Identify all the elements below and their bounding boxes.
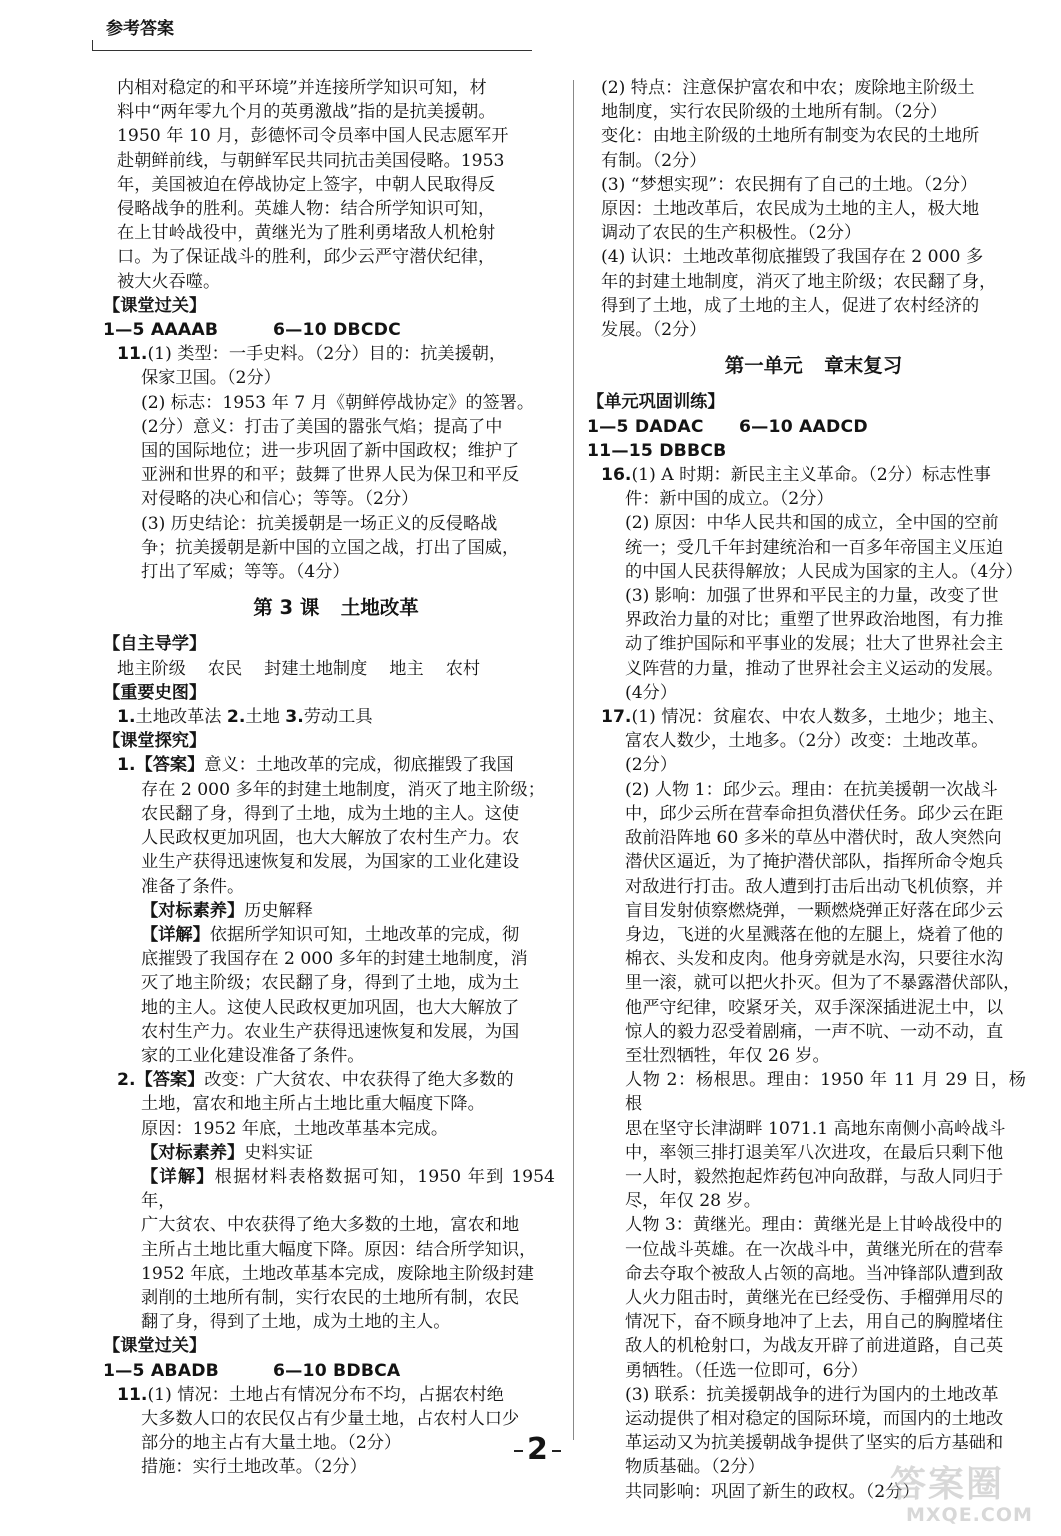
text-line: 依据所学知识可知，土地改革的完成，彻 <box>209 924 520 945</box>
text-line: 国的国际地位；进一步巩固了新中国政权；维护了 <box>141 441 520 462</box>
text-line: 主所占土地比重大幅度下降。原因：结合所学知识， <box>141 1239 537 1260</box>
text-line: 广大贫农、中农获得了绝大多数的土地，富农和地 <box>141 1215 520 1236</box>
text-line: 保家卫国。（2分） <box>141 368 281 389</box>
answer-key: 6—10 DBCDC <box>273 320 401 341</box>
item-number: 1. <box>117 707 136 728</box>
unit-name: 章末复习 <box>824 354 903 378</box>
term: 地主阶级 <box>117 658 186 679</box>
text-line: (1) 情况：土地占有情况分布不均，占据农村绝 <box>147 1384 504 1405</box>
item-number: 2. <box>226 707 246 728</box>
text-line: 家的工业化建设准备了条件。 <box>141 1045 365 1066</box>
term: 地主 <box>389 658 424 679</box>
header-title: 参考答案 <box>106 19 174 39</box>
text-line: (2分） <box>625 755 678 776</box>
text-line: 有制。（2分） <box>601 150 707 171</box>
question-11b <box>117 1383 555 1480</box>
competency: 史料实证 <box>244 1142 313 1163</box>
text-line: (1) 情况：贫雇农、中农人数多，土地少；地主、 <box>631 707 1006 728</box>
answer-tag: 【答案】 <box>135 1070 205 1091</box>
unit-title <box>601 354 1026 378</box>
question-17 <box>601 705 1026 1504</box>
page-number: 2 <box>510 1432 565 1467</box>
question-1 <box>117 753 555 1068</box>
section-tag-ketang-guoguan: 【课堂过关】 <box>103 295 207 316</box>
text-line: 侵略战争的胜利。英雄人物：结合所学知识可知， <box>117 199 496 220</box>
text-line: 动了维护国际和平事业的发展；壮大了世界社会主 <box>625 634 1004 655</box>
text-line: 尽，年仅 28 岁。 <box>625 1191 761 1212</box>
text-line: 被大火吞噬。 <box>117 271 221 292</box>
text-line: 年，美国被迫在停战协定上签字，中朝人民取得反 <box>117 174 496 195</box>
left-column <box>103 76 555 1480</box>
text-line: 1952 年底，土地改革基本完成，废除地主阶级封建 <box>141 1263 534 1284</box>
text-line: 富农人数少，土地多。（2分）改变：土地改革。 <box>625 731 989 752</box>
question-number: 2. <box>117 1070 136 1091</box>
question-number: 17. <box>601 707 632 728</box>
right-column <box>587 76 1026 1504</box>
text-line: (2) 人物 1：邱少云。理由：在抗美援朝一次战斗 <box>625 779 998 800</box>
header-rule <box>92 50 532 51</box>
unit-number: 第一单元 <box>724 354 803 378</box>
watermark-url: MXQE.COM <box>906 1504 1033 1526</box>
text-line: 里一滚，就可以把火扑灭。但为了不暴露潜伏部队， <box>625 973 1021 994</box>
text-line: 身边，飞迸的火星溅落在他的左腿上，烧着了他的 <box>625 924 1004 945</box>
text-line: 存在 2 000 多年的封建土地制度，消灭了地主阶级； <box>141 779 545 800</box>
text-line: 中，邱少云所在营奉命担负潜伏任务。邱少云在距 <box>625 803 1004 824</box>
question-number: 11. <box>117 344 148 365</box>
text-line: 他严守纪律，咬紧牙关，双手深深插进泥土中，以 <box>625 997 1004 1018</box>
text-line: 发展。（2分） <box>601 320 707 341</box>
text-line: 改变：广大贫农、中农获得了绝大多数的 <box>204 1070 514 1091</box>
question-2 <box>117 1068 555 1334</box>
text-line: 命去夺取个被敌人占领的高地。当冲锋部队遭到敌 <box>625 1263 1004 1284</box>
text-line: 统一；受几千年封建统治和一百多年帝国主义压迫 <box>625 537 1004 558</box>
map-answer: 劳动工具 <box>303 707 373 728</box>
answer-key-row <box>103 318 555 342</box>
text-line: (1) 类型：一手史料。（2分）目的：抗美援朝， <box>147 344 507 365</box>
answer-key: 6—10 AADCD <box>739 416 868 437</box>
competency-tag: 【对标素养】 <box>141 1142 245 1163</box>
text-line: 原因：土地改革后，农民成为土地的主人，极大地 <box>601 199 980 220</box>
text-line: 调动了农民的生产积极性。（2分） <box>601 223 862 244</box>
map-answer: 土地改革法 <box>135 707 222 728</box>
text-line: 灭了地主阶级；农民翻了身，得到了土地，成为土 <box>141 973 520 994</box>
item-number: 3. <box>285 707 304 728</box>
text-line: 部分的地主占有大量土地。（2分） <box>141 1433 402 1454</box>
watermark-text: 答案圈 <box>890 1464 1005 1505</box>
text-line: 惊人的毅力忍受着剧痛，一声不吭、一动不动，直 <box>625 1021 1004 1042</box>
text-line: 一人时，毅然抱起炸药包冲向敌群，与敌人同归于 <box>625 1166 1004 1187</box>
text-line: 变化：由地主阶级的土地所有制变为农民的土地所 <box>601 126 980 147</box>
text-line: 棉衣、头发和皮肉。他身旁就是水沟，只要往水沟 <box>625 949 1004 970</box>
question-number: 1. <box>117 755 136 776</box>
answer-key: 1—5 ABADB <box>103 1360 219 1381</box>
text-line: 意义：土地改革的完成，彻底摧毁了我国 <box>204 755 514 776</box>
term-list <box>117 657 555 681</box>
text-line: 件：新中国的成立。（2分） <box>625 489 834 510</box>
text-line: 的中国人民获得解放；人民成为国家的主人。（4分） <box>625 561 1023 582</box>
text-line: 准备了条件。 <box>141 876 245 897</box>
text-line: (2) 特点：注意保护富农和中农；废除地主阶级土 <box>601 78 975 98</box>
answer-key: 11—15 DBBCB <box>587 440 727 461</box>
text-line: 亚洲和世界的和平；鼓舞了世界人民为保卫和平反 <box>141 465 520 486</box>
text-line: 中，率领三排打退美军八次进攻，在最后只剩下他 <box>625 1142 1004 1163</box>
text-line: 界政治力量的对比；重塑了世界政治地图，有力推 <box>625 610 1004 631</box>
text-line: 剥削的土地所有制，实行农民的土地所有制，农民 <box>141 1287 520 1308</box>
text-line: 料中“两年零九个月的英勇激战”指的是抗美援朝。 <box>117 102 496 123</box>
section-tag-tanjiu: 【课堂探究】 <box>103 731 207 752</box>
section-tag-danyuan: 【单元巩固训练】 <box>587 392 725 413</box>
text-line: 敌前沿阵地 60 多米的草丛中潜伏时，敌人突然向 <box>625 828 1002 849</box>
text-line: 革运动又为抗美援朝战争提供了坚实的后方基础和 <box>625 1433 1004 1454</box>
text-line: 人火力阻击时，黄继光在已经受伤、手榴弹用尽的 <box>625 1287 1004 1308</box>
text-line: (3) 历史结论：抗美援朝是一场正义的反侵略战 <box>141 513 498 534</box>
text-line: 人民政权更加巩固，也大大解放了农村生产力。农 <box>141 828 520 849</box>
text-line: 争；抗美援朝是新中国的立国之战，打出了国威， <box>141 537 520 558</box>
text-line: 运动提供了相对稳定的国际环境，而国内的土地改 <box>625 1408 1004 1429</box>
text-line: 物质基础。（2分） <box>625 1457 765 1478</box>
text-line: 地的主人。这使人民政权更加巩固，也大大解放了 <box>141 997 520 1018</box>
text-line: 敌人的机枪射口，为战友开辟了前进道路，自己英 <box>625 1336 1004 1357</box>
text-line: 赴朝鲜前线，与朝鲜军民共同抗击美国侵略。1953 <box>117 150 505 171</box>
detail-tag: 【详解】 <box>141 924 210 945</box>
text-line: 措施：实行土地改革。（2分） <box>141 1457 367 1478</box>
lesson-title <box>117 596 555 620</box>
answer-key-row <box>103 1359 555 1383</box>
text-line: 底摧毁了我国存在 2 000 多年的封建土地制度，消 <box>141 949 528 970</box>
header-corner-mark <box>92 40 99 50</box>
text-line: 人物 3：黄继光。理由：黄继光是上甘岭战役中的 <box>625 1215 1003 1236</box>
map-answer: 土地 <box>245 707 280 728</box>
answer-key: 1—5 AAAAB <box>103 320 219 341</box>
answer-key: 6—10 BDBCA <box>273 1360 401 1381</box>
text-line: 得到了土地，成了土地的主人，促进了农村经济的 <box>601 295 980 316</box>
text-line: (4) 认识：土地改革彻底摧毁了我国存在 2 000 多 <box>601 247 984 268</box>
text-line: 一位战斗英雄。在一次战斗中，黄继光所在的营奉 <box>625 1239 1004 1260</box>
text-line: 内相对稳定的和平环境”并连接所学知识可知，材 <box>117 78 487 98</box>
lesson-number: 第 3 课 <box>253 596 320 620</box>
answer-tag: 【答案】 <box>135 755 205 776</box>
text-line: 对敌进行打击。敌人遭到打击后出动飞机侦察，并 <box>625 876 1004 897</box>
map-answers <box>117 705 555 729</box>
question-number: 11. <box>117 1384 148 1405</box>
watermark-logo <box>880 1456 1050 1532</box>
text-line: 思在坚守长津湖畔 1071.1 高地东南侧小高岭战斗 <box>625 1118 1006 1139</box>
text-line: (1) A 时期：新民主主义革命。（2分）标志性事 <box>631 465 991 486</box>
text-line: 在上甘岭战役中，黄继光为了胜利勇堵敌人机枪射 <box>117 223 496 244</box>
term: 封建土地制度 <box>264 658 368 679</box>
text-line: (3) 影响：加强了世界和平民主的力量，改变了世 <box>625 586 999 607</box>
text-line: 情况下，奋不顾身地冲了上去，用自己的胸膛堵住 <box>625 1312 1004 1333</box>
answer-key-row <box>587 415 1026 463</box>
text-line: 年的封建土地制度，消灭了地主阶级；农民翻了身， <box>601 271 997 292</box>
text-line: 勇牺牲。（任选一位即可，6分） <box>625 1360 868 1381</box>
text-line: (4分） <box>625 682 678 703</box>
text-line: 人物 2：杨根思。理由：1950 年 11 月 29 日，杨根 <box>625 1070 1026 1115</box>
text-line: 打出了军威；等等。（4分） <box>141 562 350 583</box>
column-divider <box>573 80 574 1440</box>
text-line: (2分）意义：打击了美国的嚣张气焰；提高了中 <box>141 416 503 437</box>
text-line: 农村生产力。农业生产获得迅速恢复和发展，为国 <box>141 1021 520 1042</box>
text-line: 义阵营的力量，推动了世界社会主义运动的发展。 <box>625 658 1004 679</box>
text-line: 盲目发射侦察燃烧弹，一颗燃烧弹正好落在邱少云 <box>625 900 1004 921</box>
question-16 <box>601 463 1026 705</box>
term: 农民 <box>207 658 243 679</box>
text-line: 土地，富农和地主所占土地比重大幅度下降。 <box>141 1094 485 1115</box>
text-line: (3) “梦想实现”：农民拥有了自己的土地。（2分） <box>601 174 978 195</box>
text-line: 大多数人口的农民仅占有少量土地，占农村人口少 <box>141 1408 520 1429</box>
lesson-name: 土地改革 <box>340 596 419 620</box>
text-line: 口。为了保证战斗的胜利，邱少云严守潜伏纪律， <box>117 247 496 268</box>
text-line: 共同影响：巩固了新生的政权。（2分） <box>625 1481 920 1502</box>
text-line: 地制度，实行农民阶级的土地所有制。（2分） <box>601 102 948 123</box>
text-line: 农民翻了身，得到了土地，成为土地的主人。这使 <box>141 803 520 824</box>
text-line: 业生产获得迅速恢复和发展，为国家的工业化建设 <box>141 852 520 873</box>
text-line: (2) 原因：中华人民共和国的成立，全中国的空前 <box>625 513 999 534</box>
text-line: 1950 年 10 月，彭德怀司令员率中国人民志愿军开 <box>117 126 509 147</box>
question-number: 16. <box>601 465 632 486</box>
question-11b-continued <box>601 76 1026 342</box>
text-line: 潜伏区逼近，为了掩护潜伏部队，指挥所命令炮兵 <box>625 852 1004 873</box>
text-line: (3) 联系：抗美援朝战争的进行为国内的土地改革 <box>625 1384 999 1405</box>
section-tag-ketang-guoguan: 【课堂过关】 <box>103 1336 207 1357</box>
section-tag-zizhu: 【自主导学】 <box>103 634 207 655</box>
competency-tag: 【对标素养】 <box>141 900 245 921</box>
detail-tag: 【详解】 <box>141 1166 215 1187</box>
text-line: 至壮烈牺牲，年仅 26 岁。 <box>625 1045 830 1066</box>
answer-key: 1—5 DADAC <box>587 416 704 437</box>
text-line: 翻了身，得到了土地，成为土地的主人。 <box>141 1312 451 1333</box>
intro-paragraph <box>117 76 555 294</box>
text-line: (2) 标志：1953 年 7 月《朝鲜停战协定》的签署。 <box>141 392 535 413</box>
page-header <box>92 6 532 50</box>
text-line: 根据材料表格数据可知，1950 年到 1954 年， <box>141 1166 555 1212</box>
text-line: 原因：1952 年底，土地改革基本完成。 <box>141 1118 449 1139</box>
term: 农村 <box>445 658 481 679</box>
competency: 历史解释 <box>244 900 313 921</box>
section-tag-zhongyao: 【重要史图】 <box>103 682 207 703</box>
question-11 <box>117 342 555 584</box>
text-line: 对侵略的决心和信心；等等。（2分） <box>141 489 419 510</box>
